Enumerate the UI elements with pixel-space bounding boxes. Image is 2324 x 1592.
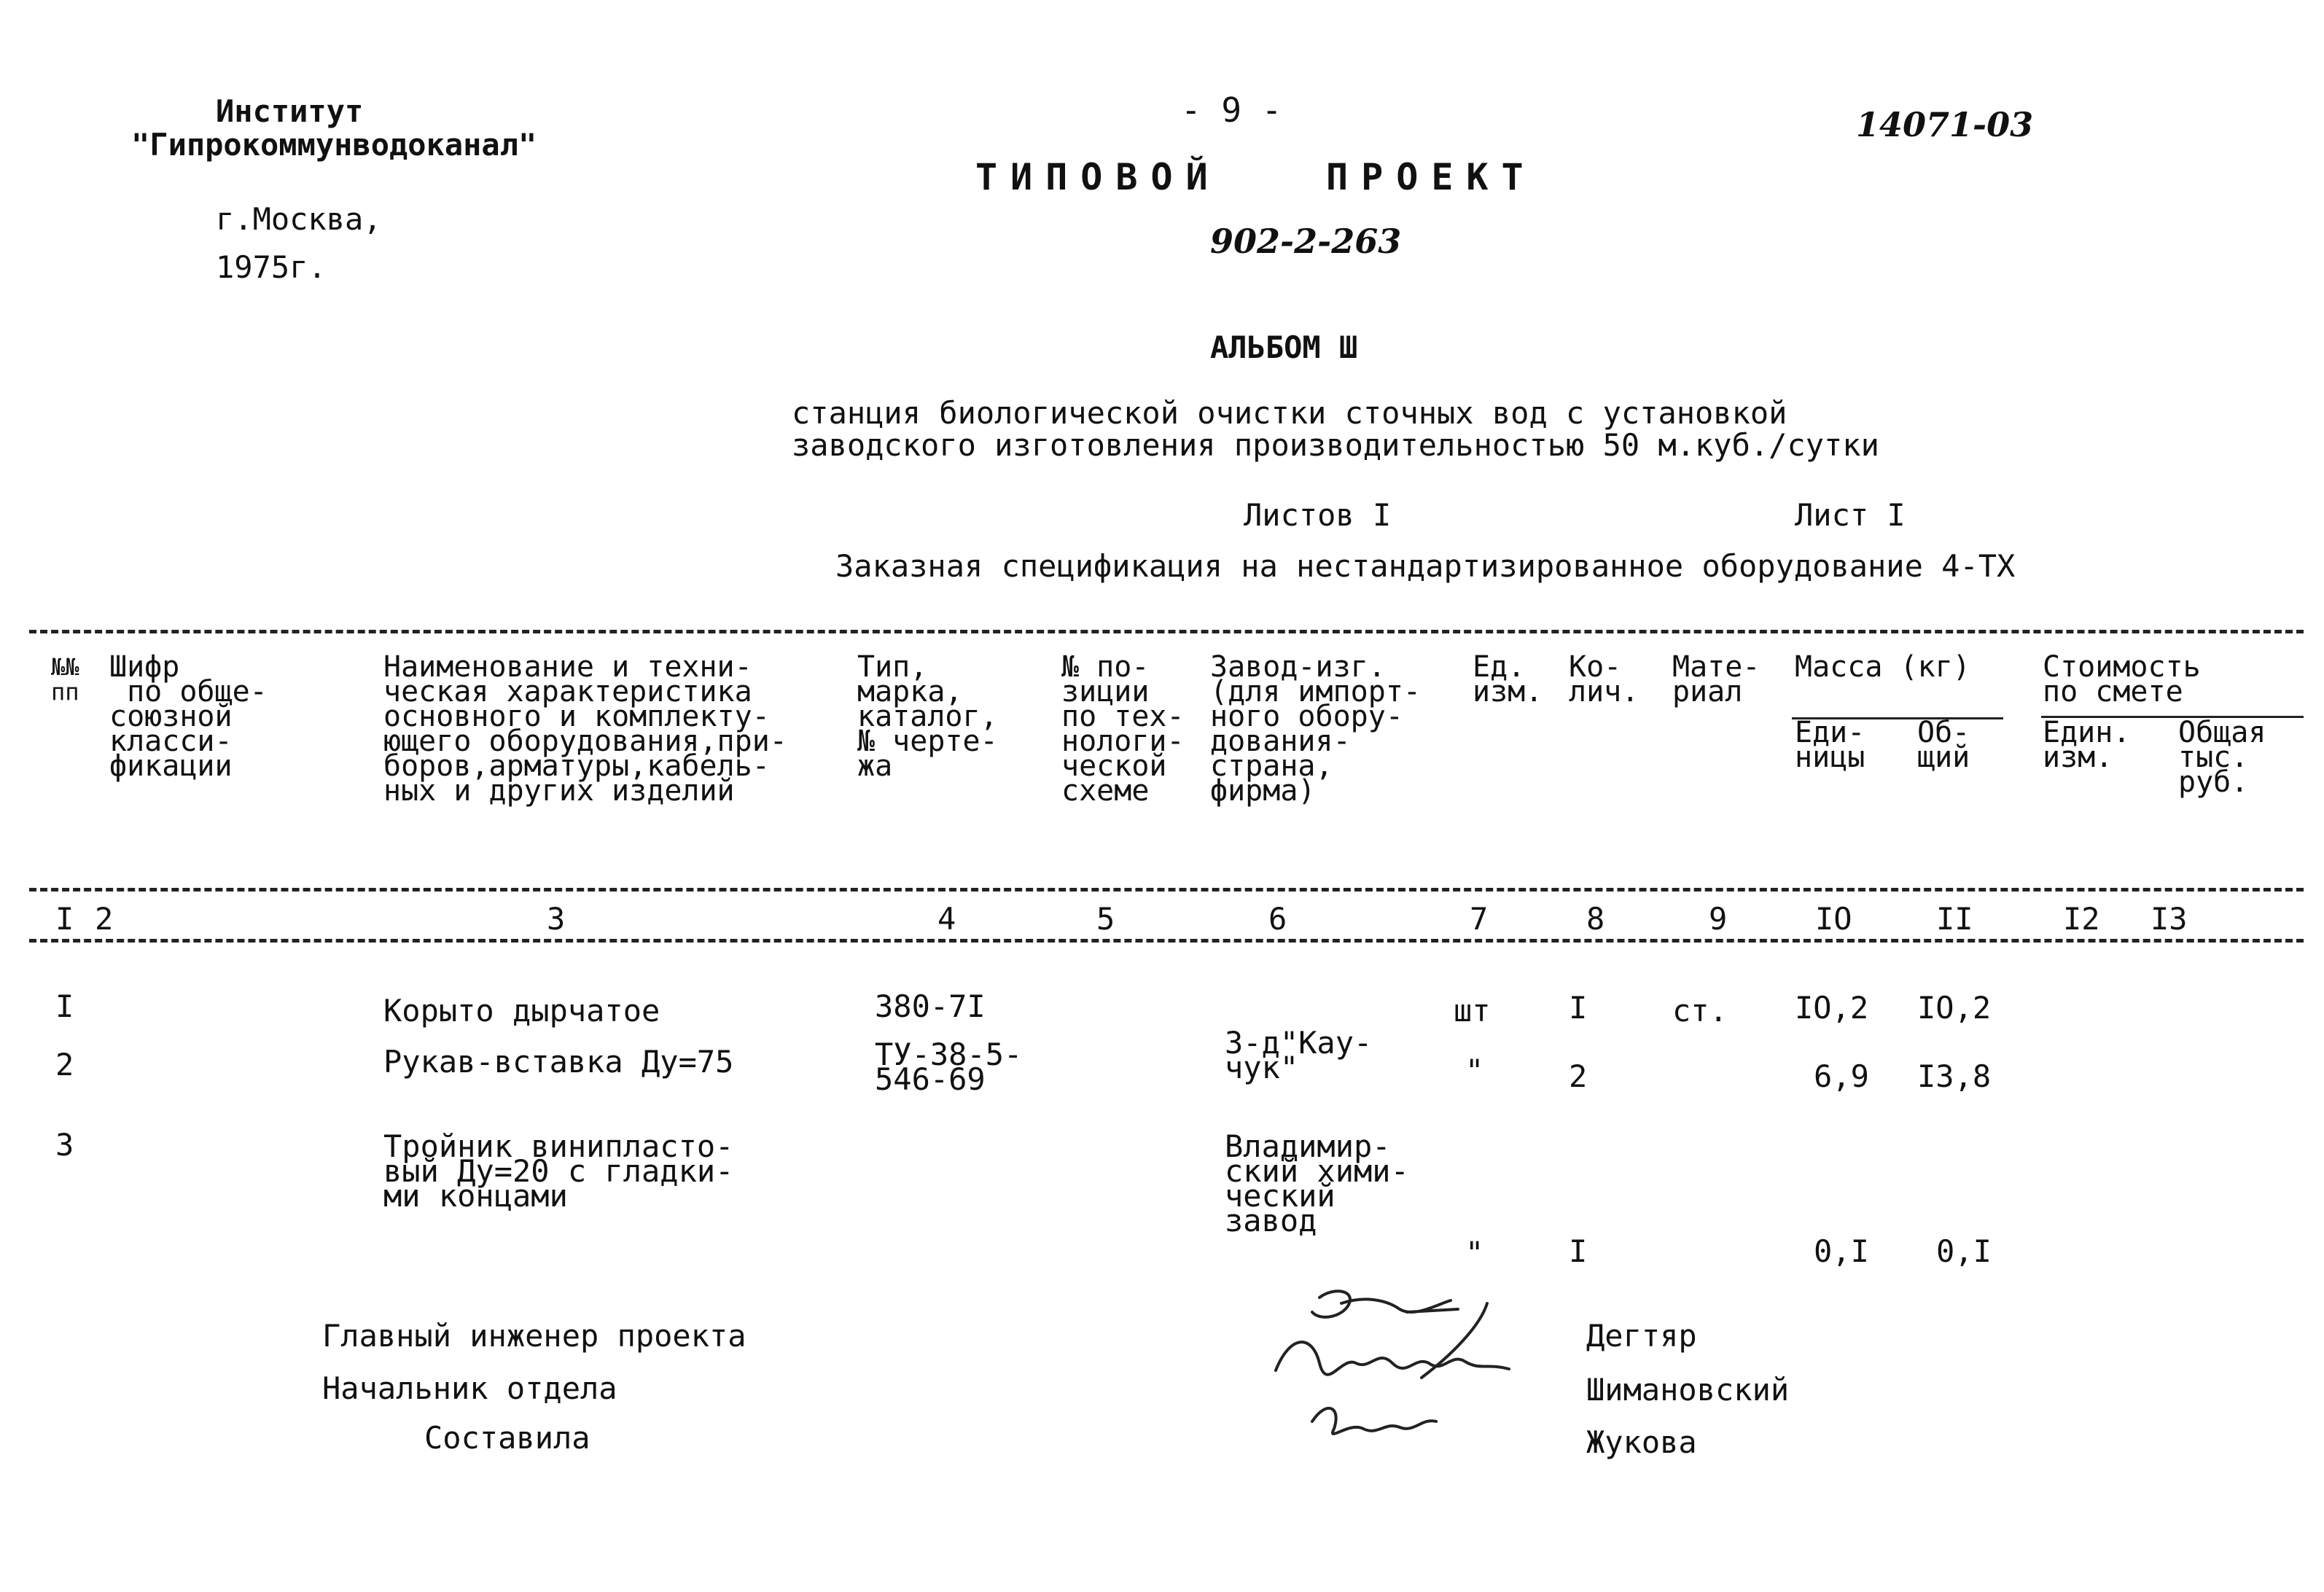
row-1-type: 380-7I (875, 988, 986, 1024)
col-number-5: 5 (1096, 901, 1115, 937)
header-col-12: Един. изм. (2043, 716, 2131, 774)
row-2-type: ТУ-38-5- 546-69 (875, 1037, 1023, 1097)
registration-number: 14071-03 (1856, 105, 2034, 144)
row-2-maker: З-д"Кау- чук" (1225, 1025, 1373, 1085)
header-col-4: Тип, марка, каталог, № черте- жа (857, 650, 998, 783)
table-top-rule (29, 630, 2304, 633)
col-number-6: 6 (1268, 901, 1287, 937)
role-chief-engineer: Главный инженер проекта (322, 1318, 746, 1354)
col-number-10: IO (1815, 901, 1852, 937)
header-col-2: Шифр по обще- союзной класси- фикации (109, 650, 268, 783)
row-3-name: Тройник винипласто- вый Ду=20 с гладки- ми концами (383, 1128, 734, 1214)
header-col-1: №№ пп (51, 653, 79, 706)
row-2-unit: " (1465, 1053, 1484, 1088)
row-1-qty: I (1569, 990, 1588, 1026)
row-3-unit: " (1465, 1235, 1484, 1271)
project-number: 902-2-263 (1210, 222, 1402, 261)
header-mass-group: Масса (кг) (1795, 650, 1970, 684)
col-number-4: 4 (937, 901, 956, 937)
row-1-name: Корыто дырчатое (383, 993, 660, 1029)
project-type: ТИПОВОЙ ПРОЕКТ (975, 156, 1537, 198)
row-2-no: 2 (55, 1047, 74, 1082)
header-col-8: Ко- лич. (1569, 650, 1639, 709)
col-number-7: 7 (1470, 901, 1489, 937)
subject-line-1: станция биологической очистки сточных вод с установкой (792, 395, 1787, 431)
col-number-3: 3 (547, 901, 566, 937)
row-3-no: 3 (55, 1127, 74, 1163)
col-number-1: I (55, 901, 74, 937)
header-col-11: Об- щий (1917, 716, 1970, 774)
row-1-no: I (55, 988, 74, 1024)
header-col-5: № по- зиции по тех- нологи- ческой схеме (1061, 650, 1185, 808)
header-col-10: Еди- ницы (1795, 716, 1865, 774)
col-number-8: 8 (1586, 901, 1605, 937)
sheet-number: Лист I (1795, 497, 1906, 533)
row-2-mass-total: I3,8 (1917, 1058, 1992, 1094)
row-1-material: ст. (1672, 993, 1728, 1029)
table-numbers-rule (29, 939, 2304, 943)
header-col-3: Наименование и техни- ческая характеристика основного и комплекту- ющего оборудования,при- боров,арматуры,кабель- ных и других изделий (383, 650, 787, 808)
col-number-11: II (1936, 901, 1973, 937)
name-shimanovsky: Шимановский (1586, 1372, 1790, 1408)
row-2-qty: 2 (1569, 1058, 1588, 1094)
album-title: АЛЬБОМ Ш (1210, 329, 1358, 365)
handwritten-signatures-image (1268, 1283, 1560, 1465)
row-3-mass-total: 0,I (1936, 1233, 1992, 1269)
year: 1975г. (216, 249, 327, 285)
role-department-head: Начальник отдела (322, 1370, 617, 1406)
col-number-9: 9 (1709, 901, 1728, 937)
row-3-maker: Владимир- ский хими- ческий завод (1225, 1128, 1409, 1238)
header-col-7: Ед. изм. (1473, 650, 1543, 709)
col-number-13: I3 (2151, 901, 2188, 937)
header-cost-group: Стоимость по смете (2043, 650, 2201, 709)
col-number-2: 2 (95, 901, 114, 937)
row-1-mass-total: IO,2 (1917, 990, 1992, 1026)
row-2-mass-unit: 6,9 (1814, 1058, 1869, 1094)
name-zhukova: Жукова (1586, 1424, 1697, 1460)
role-compiler: Составила (424, 1420, 590, 1456)
row-3-qty: I (1569, 1233, 1588, 1269)
specification-title: Заказная спецификация на нестандартизированное оборудование 4-ТХ (835, 548, 2016, 584)
header-col-9: Мате- риал (1672, 650, 1760, 709)
sheets-total: Листов I (1244, 497, 1392, 533)
row-3-mass-unit: 0,I (1814, 1233, 1869, 1269)
name-degtyar: Дегтяр (1586, 1318, 1697, 1354)
page-number: - 9 - (1181, 90, 1282, 130)
subject-line-2: заводского изготовления производительностью 50 м.куб./сутки (792, 427, 1879, 463)
header-col-6: Завод-изг. (для импорт- ного обору- дования- страна, фирма) (1210, 650, 1421, 808)
row-1-mass-unit: IO,2 (1795, 990, 1869, 1026)
city: г.Москва, (216, 201, 382, 237)
row-1-unit: шт (1454, 993, 1491, 1029)
row-2-name: Рукав-вставка Ду=75 (383, 1044, 734, 1080)
col-number-12: I2 (2063, 901, 2100, 937)
header-col-13: Общая тыс. руб. (2178, 716, 2266, 799)
table-header-rule (29, 888, 2304, 891)
institute-name: "Гипрокоммунводоканал" (131, 127, 537, 163)
institute-label: Институт (216, 93, 364, 129)
